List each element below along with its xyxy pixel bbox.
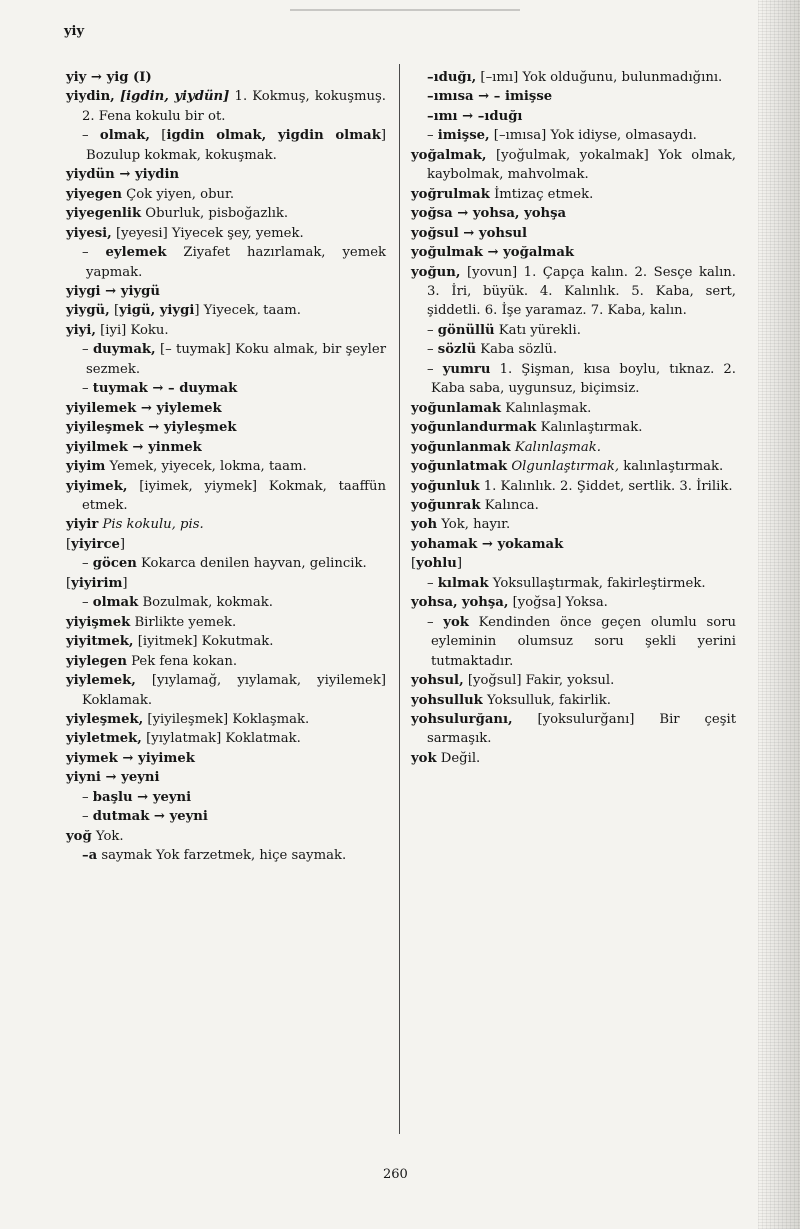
dictionary-entry: [yiyirce] [66, 536, 126, 552]
dictionary-entry: yohamak → yokamak [411, 536, 564, 552]
scan-edge-noise [758, 0, 800, 1229]
subentry: – olmak Bozulmak, kokmak. [82, 595, 273, 611]
dictionary-entry: yiyleşmek, [yiyileşmek] Koklaşmak. [66, 711, 310, 727]
running-head: yiy [64, 24, 85, 39]
dictionary-entry: yoğalmak, [yoğulmak, yokalmak] Yok olmak, kaybolmak, mahvolmak. [411, 147, 736, 183]
dictionary-entry: yohsul, [yoğsul] Fakir, yoksul. [411, 673, 615, 689]
dictionary-entry: yiyi, [iyi] Koku. [66, 322, 169, 338]
dictionary-entry: yoğunlamak Kalınlaşmak. [411, 400, 592, 416]
subentry: – gönüllü Katı yürekli. [427, 322, 581, 338]
dictionary-entry: yiyimek, [iyimek, yiymek] Kokmak, taaffün etmek. [66, 478, 386, 513]
dictionary-entry: yiygi → yiygü [66, 283, 160, 299]
dictionary-entry: yiy → yig (I) [66, 70, 152, 85]
dictionary-entry: yiydün → yiydin [66, 167, 180, 183]
dictionary-entry: yiyilmek → yinmek [66, 439, 202, 455]
subentry: –ıduğı, [–ımı] Yok olduğunu, bulunmadığını. [427, 70, 723, 85]
dictionary-entry: [yiyirim] [66, 575, 128, 591]
subentry: – başlu → yeyni [82, 789, 192, 805]
dictionary-entry: yiylemek, [yıylamağ, yıylamak, yiyilemek] Koklamak. [66, 673, 386, 708]
subentry: – kılmak Yoksullaştırmak, fakirleştirmek. [427, 575, 706, 591]
dictionary-entry: yiyir Pis kokulu, pis. [66, 517, 204, 533]
dictionary-entry: yiyegenlik Oburluk, pisboğazlık. [66, 206, 289, 222]
dictionary-entry: yiyileşmek → yiyleşmek [66, 420, 237, 436]
dictionary-entry: yiyilemek → yiylemek [66, 400, 222, 416]
subentry: – imişse, [–ımısa] Yok idiyse, olmasaydı. [427, 128, 697, 144]
subentry: – eylemek Ziyafet hazırlamak, yemek yapmak. [82, 245, 386, 280]
left-column [66, 68, 386, 866]
subentry: – yok Kendinden önce geçen olumlu soru eyleminin olumsuz soru şekli yerini tutmaktadır. [427, 614, 736, 669]
dictionary-entry: yiyesi, [yeyesi] Yiyecek şey, yemek. [66, 225, 304, 241]
dictionary-entry: yoğrulmak İmtizaç etmek. [411, 186, 594, 202]
dictionary-entry: yiyni → yeyni [66, 770, 160, 786]
column-divider [399, 64, 400, 1134]
dictionary-entry: yiyim Yemek, yiyecek, lokma, taam. [66, 459, 307, 475]
dictionary-entry: yoğunlatmak Olgunlaştırmak, kalınlaştırmak. [411, 459, 724, 475]
dictionary-entry: yiymek → yiyimek [66, 750, 195, 766]
dictionary-entry: yohsulurğanı, [yoksulurğanı] Bir çeşit sarmaşık. [411, 711, 736, 747]
dictionary-entry: yiyletmek, [yıylatmak] Koklatmak. [66, 731, 301, 747]
right-column [411, 68, 736, 768]
dictionary-entry: yoh Yok, hayır. [411, 517, 511, 533]
dictionary-entry: yohsa, yohşa, [yoğsa] Yoksa. [411, 595, 608, 611]
subentry: – göcen Kokarca denilen hayvan, gelincik. [82, 556, 367, 572]
subentry: – yumru 1. Şişman, kısa boylu, tıknaz. 2. Kaba saba, uygunsuz, biçimsiz. [427, 361, 736, 397]
subentry: –ımısa → – imişse [427, 89, 553, 105]
dictionary-entry: yoğunrak Kalınca. [411, 497, 539, 513]
dictionary-entry: yiydin, [igdin, yiydün] 1. Kokmuş, kokuşmuş. 2. Fena kokulu bir ot. [66, 89, 387, 124]
subentry: – sözlü Kaba sözlü. [427, 342, 558, 358]
dictionary-entry: yoğunlandurmak Kalınlaştırmak. [411, 420, 643, 436]
dictionary-entry: yoğun, [yovun] 1. Çapça kalın. 2. Sesçe kalın. 3. İri, büyük. 4. Kalınlık. 5. Kaba, sert, şiddetli. 6. İşe yaramaz. 7. Kaba, kalın. [411, 264, 736, 319]
subentry: – tuymak → – duymak [82, 381, 238, 397]
dictionary-entry: yoğunlanmak Kalınlaşmak. [411, 439, 601, 455]
subentry: –a saymak Yok farzetmek, hiçe saymak. [82, 848, 347, 864]
dictionary-entry: yiyitmek, [iyitmek] Kokutmak. [66, 634, 274, 650]
dictionary-entry: yok Değil. [411, 750, 481, 766]
dictionary-entry: yoğulmak → yoğalmak [411, 245, 575, 261]
dictionary-entry: yoğsa → yohsa, yohşa [411, 206, 567, 222]
subentry: –ımı → –ıduğı [427, 108, 523, 124]
dictionary-entry: yoğunluk 1. Kalınlık. 2. Şiddet, sertlik. 3. İrilik. [411, 478, 733, 494]
subentry: – olmak, [igdin olmak, yigdin olmak] Bozulup kokmak, kokuşmak. [82, 128, 386, 163]
page-number: 260 [383, 1167, 408, 1182]
subentry: – dutmak → yeyni [82, 809, 208, 825]
dictionary-entry: yiylegen Pek fena kokan. [66, 653, 238, 669]
dictionary-entry: yoğsul → yohsul [411, 225, 528, 241]
dictionary-entry: yohsulluk Yoksulluk, fakirlik. [411, 692, 611, 708]
subentry: – duymak, [– tuymak] Koku almak, bir şeyler sezmek. [82, 342, 386, 377]
dictionary-entry: yiyegen Çok yiyen, obur. [66, 186, 235, 202]
dictionary-entry: yiygü, [yigü, yiygi] Yiyecek, taam. [66, 303, 301, 319]
dictionary-entry: [yohlu] [411, 556, 462, 572]
dictionary-entry: yoğ Yok. [66, 828, 124, 844]
scan-smudge [290, 9, 520, 11]
dictionary-entry: yiyişmek Birlikte yemek. [66, 614, 237, 630]
